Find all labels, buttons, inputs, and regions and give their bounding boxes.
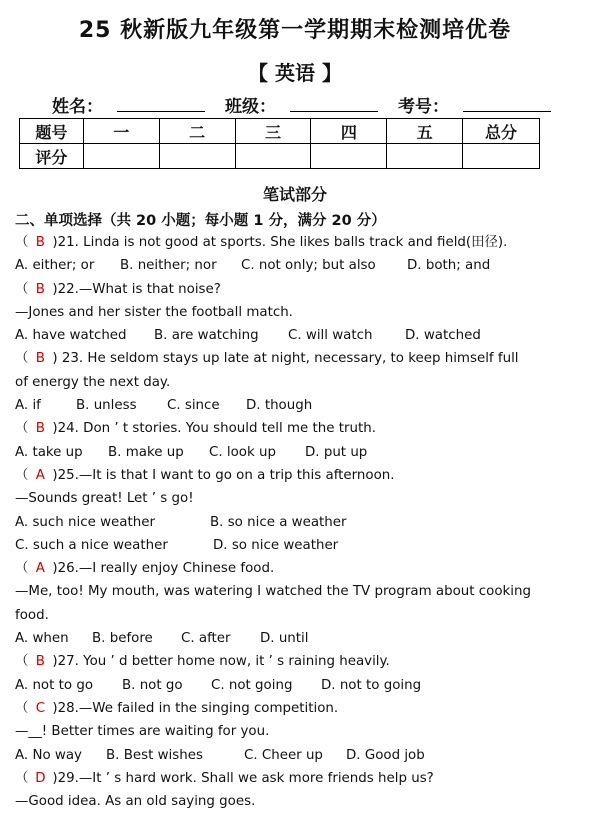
section-heading: 二、单项选择（共 20 小题；每小题 1 分，满分 20 分） [15, 213, 386, 229]
option: B. are watching [154, 328, 259, 344]
score-cell: 三 [235, 119, 311, 144]
question-line: （ B )27. You ’ d better home now, it ’ s raining heavily. [15, 650, 575, 673]
options-line [15, 534, 575, 557]
options-line [15, 744, 575, 767]
option: B. so nice a weather [210, 514, 347, 530]
exam-number-label: 考号： [398, 97, 449, 117]
score-cell: 总分 [463, 119, 540, 144]
student-info-row [52, 92, 557, 117]
option: D. until [260, 631, 309, 647]
options-line [15, 441, 575, 464]
question-line: （ A )26.—I really enjoy Chinese food. [15, 557, 575, 580]
dialog-line: —__! Better times are waiting for you. [15, 724, 270, 740]
answer-mark: B [35, 235, 45, 250]
score-cell [235, 144, 311, 169]
options-line [15, 254, 575, 277]
option: C. since [167, 398, 220, 414]
score-cell [159, 144, 235, 169]
question-line: （ C )28.—We failed in the singing competition. [15, 697, 575, 720]
class-label: 班级： [225, 97, 276, 117]
option: D. both; and [407, 258, 491, 274]
dialog-line: —Good idea. As an old saying goes. [15, 794, 256, 810]
answer-mark: B [35, 281, 45, 297]
answer-mark: B [35, 421, 45, 437]
option: B. neither; nor [120, 258, 217, 274]
question-line: （ B ) 23. He seldom stays up late at night, necessary, to keep himself full [15, 347, 575, 370]
option: A. if [15, 398, 41, 414]
name-label: 姓名： [52, 97, 103, 117]
option: D. so nice weather [213, 537, 339, 553]
question-line: （ B )21. Linda is not good at sports. She likes balls track and field(田径). [15, 231, 575, 254]
dialog-line: —Me, too! My mouth, was watering I watched the TV program about cooking [15, 584, 531, 600]
question-line: （ A )25.—It is that I want to go on a trip this afternoon. [15, 464, 575, 487]
score-cell [387, 144, 463, 169]
score-cell: 二 [159, 119, 235, 144]
score-table-score-row [20, 144, 540, 169]
option: D. not to going [321, 677, 422, 693]
answer-mark: A [35, 561, 45, 577]
question-stem: )27. You ’ d better home now, it ’ s raining heavily. [52, 654, 390, 670]
answer-mark: B [35, 654, 45, 670]
question-line: （ B )24. Don ’ t stories. You should tell me the truth. [15, 417, 575, 440]
options-line [15, 511, 575, 534]
option: D. though [246, 398, 313, 414]
name-blank [117, 95, 205, 112]
score-cell: 一 [83, 119, 159, 144]
question-stem: )28.—We failed in the singing competition. [52, 700, 339, 716]
question-stem: )22.—What is that noise? [52, 281, 221, 297]
question-stem: )25.—It is that I want to go on a trip this afternoon. [52, 467, 395, 483]
option: C. such a nice weather [15, 537, 168, 553]
option: B. Best wishes [106, 747, 203, 763]
option: C. look up [209, 444, 276, 460]
option: D. Good job [346, 747, 425, 763]
answer-mark: C [35, 700, 46, 716]
option: B. unless [76, 398, 137, 414]
question-stem: )29.—It ’ s hard work. Shall we ask more friends help us? [52, 770, 434, 786]
option: D. put up [305, 444, 368, 460]
score-cell: 五 [387, 119, 463, 144]
option: B. before [92, 631, 153, 647]
option: A. not to go [15, 677, 94, 693]
class-blank [290, 95, 378, 112]
options-line [15, 674, 575, 697]
answer-mark: B [35, 351, 45, 367]
score-table-header-row [20, 119, 540, 144]
exam-title: 25 秋新版九年级第一学期期末检测培优卷 [78, 18, 512, 43]
option: C. not only; but also [241, 258, 376, 274]
option: C. not going [211, 677, 293, 693]
option: A. take up [15, 444, 83, 460]
score-table [19, 118, 540, 169]
score-cell: 四 [311, 119, 387, 144]
option: D. watched [405, 328, 481, 344]
option: A. have watched [15, 328, 127, 344]
section-title: 笔试部分 [262, 185, 327, 204]
option: C. will watch [288, 328, 373, 344]
question-list [15, 231, 575, 813]
option: B. make up [108, 444, 184, 460]
dialog-line-continued: food. [15, 607, 49, 623]
dialog-line: —Jones and her sister the football match. [15, 304, 293, 320]
options-line [15, 324, 575, 347]
option: C. after [181, 631, 231, 647]
subject-title: 【 英语 】 [248, 61, 342, 85]
question-stem: )26.—I really enjoy Chinese food. [52, 561, 275, 577]
question-line: （ B )22.—What is that noise? [15, 278, 575, 301]
question-stem-continued: of energy the next day. [15, 374, 171, 390]
dialog-line: —Sounds great! Let ’ s go! [15, 491, 194, 507]
option: C. Cheer up [244, 747, 323, 763]
score-cell: 题号 [20, 119, 84, 144]
option: A. when [15, 631, 69, 647]
answer-mark: A [35, 467, 45, 483]
question-stem: )24. Don ’ t stories. You should tell me the truth. [52, 421, 376, 437]
score-cell [463, 144, 540, 169]
exam-number-blank [463, 95, 551, 112]
question-stem: ) 23. He seldom stays up late at night, necessary, to keep himself full [52, 351, 519, 367]
options-line [15, 394, 575, 417]
score-cell: 评分 [20, 144, 84, 169]
option: A. either; or [15, 258, 95, 274]
option: B. not go [122, 677, 183, 693]
option: A. No way [15, 747, 82, 763]
option: A. such nice weather [15, 514, 155, 530]
question-stem: )21. Linda is not good at sports. She likes balls track and field(田径). [52, 235, 508, 250]
options-line [15, 627, 575, 650]
score-cell [311, 144, 387, 169]
answer-mark: D [35, 770, 46, 786]
score-cell [83, 144, 159, 169]
question-line: （ D )29.—It ’ s hard work. Shall we ask more friends help us? [15, 767, 575, 790]
